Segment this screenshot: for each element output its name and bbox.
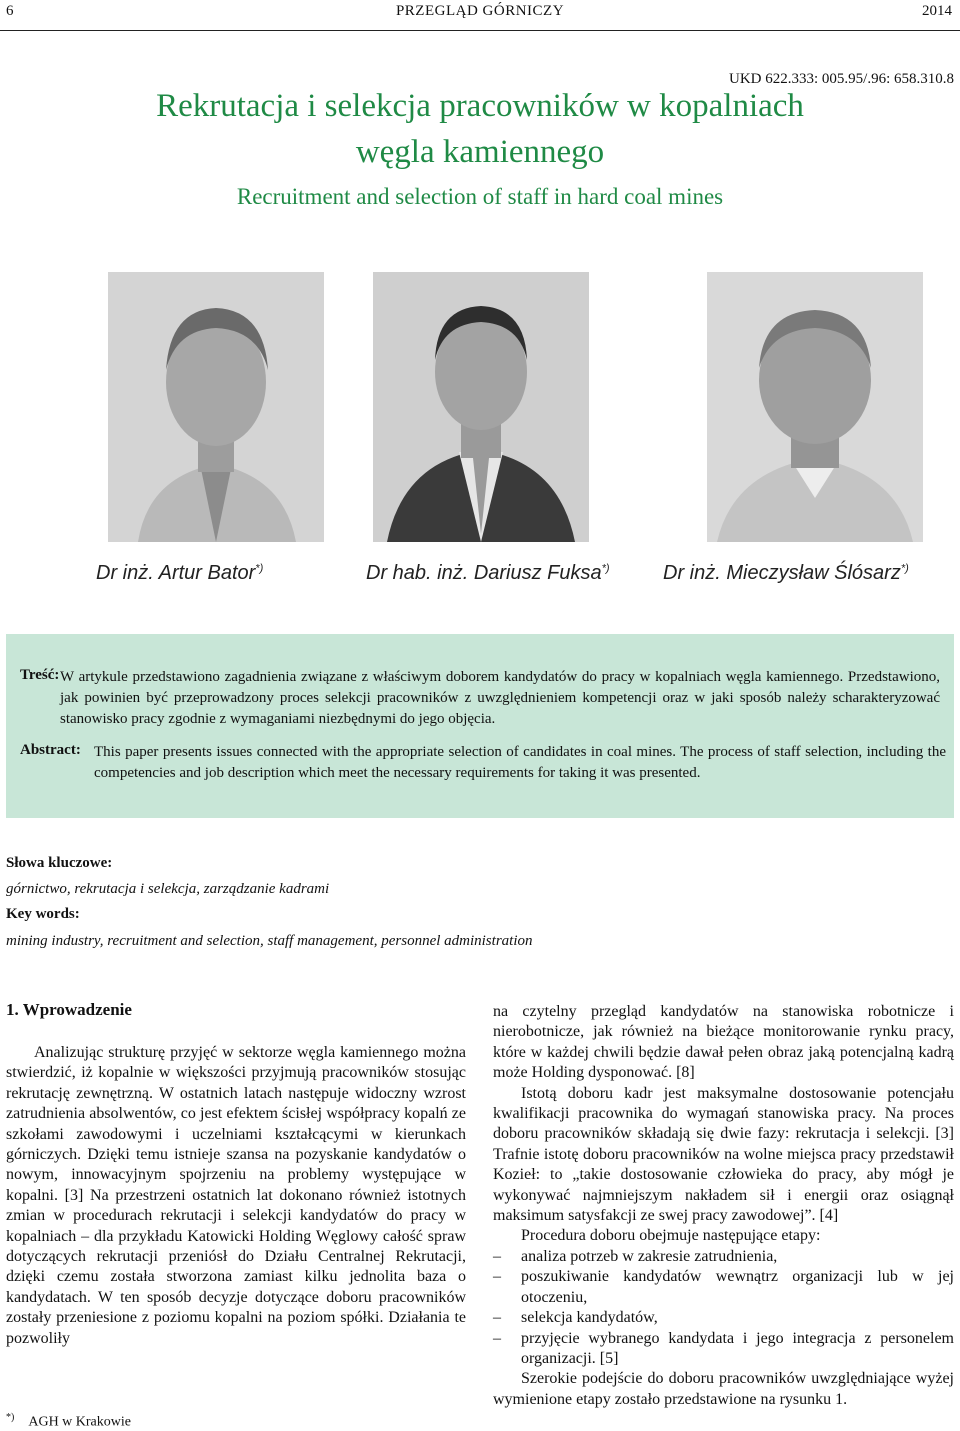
stages-list xyxy=(493,1247,954,1369)
author-photo-1 xyxy=(108,272,324,542)
title-english: Recruitment and selection of staff in hard coal mines xyxy=(236,184,724,209)
body-paragraph: Procedura doboru obejmuje następujące etapy: xyxy=(521,1227,821,1245)
section-heading: 1. Wprowadzenie xyxy=(6,1000,132,1019)
ukd-classification: UKD 622.333: 005.95/.96: 658.310.8 xyxy=(729,71,954,87)
list-item: – selekcja kandydatów, xyxy=(493,1308,954,1328)
tresc-label: Treść: xyxy=(20,667,60,683)
author-photo-3 xyxy=(707,272,923,542)
title-polish-line-1: Rekrutacja i selekcja pracowników w kopalniach xyxy=(156,88,804,124)
author-footnote-mark: *) xyxy=(900,562,909,575)
portrait-image xyxy=(108,272,324,542)
body-column-left xyxy=(6,1043,466,1349)
journal-name: PRZEGLĄD GÓRNICZY xyxy=(395,3,565,19)
abstract-box xyxy=(6,634,954,818)
author-name-text: Dr hab. inż. Dariusz Fuksa xyxy=(366,562,602,584)
tresc-text: W artykule przedstawiono zagadnienia związane z właściwym doborem kandydatów do pracy w kopalniach węgla kamiennego. Przedstawiono, jak powinien być przeprowadzony proces selekcji pracowników z uwzględnieniem kompetencji oraz w jaki sposób należy scharakteryzować stanowisko pracy zgodnie z wymaganiami niezbędnymi do jego objęcia. xyxy=(60,669,940,727)
author-name-text: Dr inż. Artur Bator xyxy=(96,562,256,584)
author-name-1 xyxy=(96,562,263,585)
list-item: – analiza potrzeb w zakresie zatrudnienia, xyxy=(493,1247,954,1267)
author-name-3 xyxy=(663,562,909,585)
list-item: – przyjęcie wybranego kandydata i jego integracja z personelem organizacji. [5] xyxy=(493,1329,954,1370)
footnote-mark: *) xyxy=(6,1412,15,1423)
body-paragraph: Analizując strukturę przyjęć w sektorze węgla kamiennego można stwierdzić, iż kopalnie w większości przyjmują pracowników stosując rekrutację zewnętrzną. W ostatnich latach następuje widoczny wzrost zatrudnienia absolwentów, co jest efektem ścisłej współpracy kopalń ze szkołami zawodowymi i uczelniami kształcącymi w kierunkach górniczych. Dzięki temu istnieje szansa na pozyskanie kandydatów o nowym, innowacyjnym spojrzeniu na problemy występujące w kopalni. [3] Na przestrzeni ostatnich lat dokonano również istotnych zmian w procedurach rekrutacji i selekcji kandydatów do pracy w kopalniach – dla przykładu Katowicki Holding Węglowy całość spraw dotyczących rekrutacji przeniósł do Działu Centralnej Rekrutacji, dzięki czemu została stworzona zamiast kilku jednolita baza o kandydatach. W ten sposób decyzje dotyczące doboru pracowników zostały przeniesione z poziomu kopalni na poziom spółki. Działania te pozwoliły xyxy=(6,1044,466,1347)
body-column-right xyxy=(493,1002,954,1410)
header-divider xyxy=(0,30,960,31)
abstract-label: Abstract: xyxy=(20,742,81,758)
author-footnote-mark: *) xyxy=(255,562,264,575)
body-paragraph: Szerokie podejście do doboru pracowników uwzględniające wyżej wymienione etapy zostało przedstawione na rysunku 1. xyxy=(493,1370,954,1408)
abstract-text: This paper presents issues connected with the appropriate selection of candidates in coal mines. The process of staff selection, including the competencies and job description which meet the necessary requirements for taking it was presented. xyxy=(94,744,946,781)
portrait-image xyxy=(707,272,923,542)
list-item: – poszukiwanie kandydatów wewnątrz organizacji lub w jej otoczeniu, xyxy=(493,1267,954,1308)
author-name-2 xyxy=(366,562,610,585)
title-polish-line-2: węgla kamiennego xyxy=(355,134,605,170)
author-name-text: Dr inż. Mieczysław Ślósarz xyxy=(663,562,901,584)
portrait-image xyxy=(373,272,589,542)
keywords-polish-text: górnictwo, rekrutacja i selekcja, zarządzanie kadrami xyxy=(6,881,330,897)
body-paragraph: Istotą doboru kadr jest maksymalne dostosowanie potencjału kwalifikacji pracownika do wymagań stanowiska pracy. Na proces doboru pracowników składają się dwie fazy: rekrutacja i selekcji. [3] Trafnie istotę doboru pracowników na wolne miejsca pracy przedstawił Kozieł: to „takie dostosowanie człowieka do pracy, aby mógł je wykonywać najmniejszym nakładem sił i energii oraz osiągnął maksimum satysfakcji ze swej pracy zawodowej”. [4] xyxy=(493,1084,954,1225)
author-footnote-mark: *) xyxy=(601,562,610,575)
footnote-text: AGH w Krakowie xyxy=(28,1414,131,1430)
footnote xyxy=(6,1412,131,1431)
keywords-english-text: mining industry, recruitment and selection, staff management, personnel administration xyxy=(6,933,533,949)
journal-year: 2014 xyxy=(922,3,952,19)
page-number: 6 xyxy=(6,3,14,19)
keywords-polish-label: Słowa kluczowe: xyxy=(6,855,113,871)
keywords-english-label: Key words: xyxy=(6,906,80,922)
author-photo-2 xyxy=(373,272,589,542)
body-paragraph: na czytelny przegląd kandydatów na stanowiska robotnicze i nierobotnicze, jak również na bieżące monitorowanie rynku pracy, które w każdej chwili będzie dawał pełen obraz jaką potencjalną kadrą może Holding dysponować. [8] xyxy=(493,1003,954,1082)
